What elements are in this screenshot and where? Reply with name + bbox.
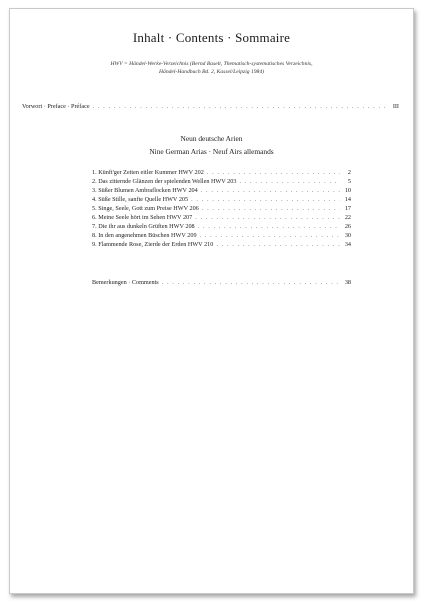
- leader-dots: [216, 241, 340, 249]
- toc-entry-page: 38: [344, 279, 351, 286]
- hwv-note-line-2: Händel-Handbuch Bd. 2, Kassel/Leipzig 1984): [158, 69, 265, 75]
- toc-entry-page: 2: [347, 169, 351, 176]
- toc-entry-aria[interactable]: [92, 169, 351, 177]
- section-title: Neun deutsche Arien: [180, 134, 243, 143]
- section-subtitle: Nine German Arias · Neuf Airs allemands: [149, 147, 274, 156]
- hwv-note-line-1: HWV = Händel-Werke-Verzeichnis (Bernd Baselt, Thematisch-systematisches Verzeichnis,: [110, 61, 313, 67]
- toc-entry-aria[interactable]: [92, 205, 351, 213]
- leader-dots: [195, 214, 340, 222]
- toc-entry-label: 5. Singe, Seele, Gott zum Preise HWV 206: [92, 205, 199, 212]
- toc-entry-page: 26: [344, 223, 351, 230]
- toc-entry-label: 2. Das zitternde Glänzen der spielenden Wellen HWV 203: [92, 178, 237, 185]
- toc-entry-label: 7. Die ihr aus dunkeln Grüften HWV 208: [92, 223, 195, 230]
- leader-dots: [198, 223, 340, 231]
- toc-entry-comments[interactable]: [92, 279, 351, 287]
- hwv-abbreviation-note: [40, 60, 383, 76]
- leader-dots: [162, 279, 340, 287]
- toc-entry-aria[interactable]: [92, 214, 351, 222]
- document-page: [9, 8, 414, 594]
- toc-entry-preface[interactable]: [22, 103, 399, 111]
- leader-dots: [93, 103, 388, 111]
- page-title: Inhalt · Contents · Sommaire: [132, 30, 291, 45]
- leader-dots: [207, 169, 340, 177]
- toc-entry-aria[interactable]: [92, 241, 351, 249]
- toc-entry-page: 17: [344, 205, 351, 212]
- toc-entry-aria[interactable]: [92, 187, 351, 195]
- toc-entry-page: 34: [344, 241, 351, 248]
- toc-entry-page: 10: [344, 187, 351, 194]
- toc-entry-page: 14: [344, 196, 351, 203]
- toc-entry-aria[interactable]: [92, 178, 351, 186]
- toc-entry-label: Vorwort · Preface · Préface: [22, 103, 90, 110]
- toc-entry-page: III: [392, 103, 399, 110]
- toc-entry-label: 1. Künft'ger Zeiten eitler Kummer HWV 202: [92, 169, 204, 176]
- toc-entry-label: 4. Süße Stille, sanfte Quelle HWV 205: [92, 196, 189, 203]
- toc-entry-label: 3. Süßer Blumen Ambraflocken HWV 204: [92, 187, 198, 194]
- leader-dots: [191, 196, 340, 204]
- leader-dots: [202, 205, 340, 213]
- toc-entry-label: 8. In den angenehmen Büschen HWV 209: [92, 232, 197, 239]
- leader-dots: [201, 187, 340, 195]
- toc-entry-label: Bemerkungen · Comments: [92, 279, 159, 286]
- toc-entry-aria[interactable]: [92, 196, 351, 204]
- toc-entry-label: 9. Flammende Rose, Zierde der Erden HWV 210: [92, 241, 214, 248]
- toc-entry-aria[interactable]: [92, 223, 351, 231]
- toc-entry-label: 6. Meine Seele hört im Sehen HWV 207: [92, 214, 193, 221]
- leader-dots: [239, 178, 340, 186]
- toc-entry-page: 5: [347, 178, 351, 185]
- toc-entry-page: 30: [344, 232, 351, 239]
- leader-dots: [200, 232, 340, 240]
- toc-entry-page: 22: [344, 214, 351, 221]
- toc-entry-aria[interactable]: [92, 232, 351, 240]
